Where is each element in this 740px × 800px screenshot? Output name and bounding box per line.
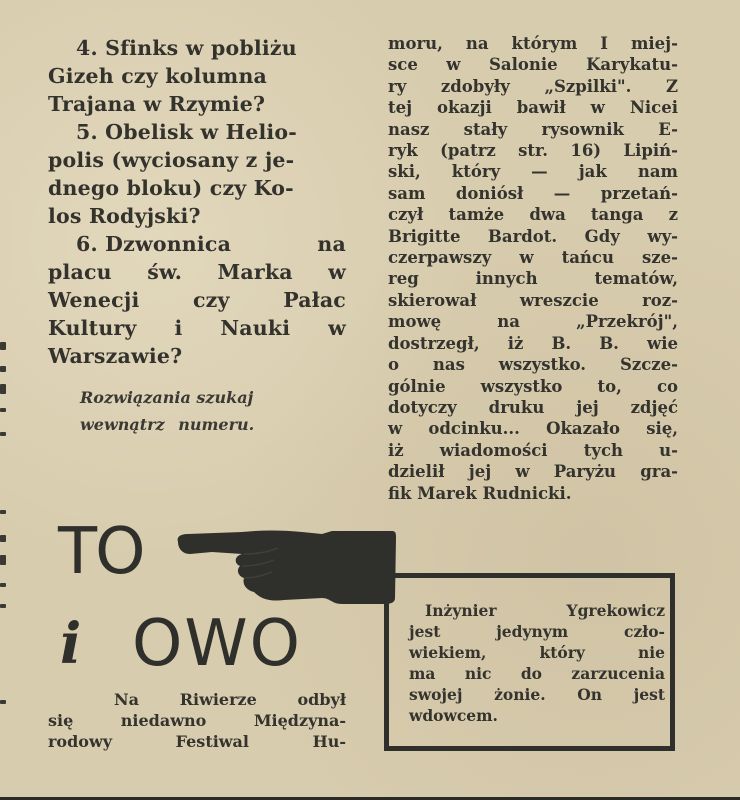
article-line: w odcinku... Okazało się, [388, 419, 678, 439]
section-heading [58, 515, 348, 681]
heading-to: TO [58, 515, 144, 589]
adjacent-column-fragment [0, 432, 6, 436]
article-line: tej okazji bawił w Nicei [388, 98, 678, 118]
article-line: iż wiadomości tych u- [388, 440, 678, 460]
joke-line: jest jedynym czło- [409, 622, 665, 641]
question-number: 5. [76, 120, 98, 144]
adjacent-column-fragment [0, 604, 6, 608]
boxed-joke [384, 573, 675, 751]
article-line: o nas wszystko. Szcze- [388, 355, 678, 375]
pointing-hand-icon [172, 526, 396, 606]
question-number: 6. [76, 232, 98, 256]
joke-line: Inżynier Ygrekowicz [425, 601, 665, 620]
article-lead: Na Riwierze odbył się niedawno Międzyna- rodowy Festiwal Hu- [48, 690, 346, 751]
article-line: mowę na „Przekrój", [388, 312, 678, 332]
joke-line: wdowcem. [409, 706, 498, 725]
adjacent-column-fragment [0, 366, 6, 372]
article-line: ski, który — jak nam [388, 162, 678, 182]
article-line: fik Marek Rudnicki. [388, 483, 572, 503]
adjacent-column-fragment [0, 342, 6, 350]
article-line: dotyczy druku jej zdjęć [388, 397, 678, 417]
heading-i: i [60, 611, 82, 677]
heading-owo: OWO [132, 607, 303, 681]
article-line: nasz stały rysownik E- [388, 119, 678, 139]
joke-line: swojej żonie. On jest [409, 685, 665, 704]
article-line: Brigitte Bardot. Gdy wy- [388, 226, 678, 246]
article-line: gólnie wszystko to, co [388, 376, 678, 396]
article-line: sam doniósł — przetań- [388, 183, 678, 203]
joke-line: ma nic do zarzucenia [409, 664, 665, 683]
article-line: czerpawszy w tańcu sze- [388, 248, 678, 268]
joke-line: wiekiem, który nie [409, 643, 665, 662]
na-word: na [317, 232, 346, 256]
article-line: moru, na którym I miej- [388, 34, 678, 53]
dzwonnica-word: Dzwonnica [105, 232, 232, 256]
adjacent-column-fragment [0, 555, 6, 565]
quiz-question-5: 5. Obelisk w Helio- polis (wyciosany z je- dnego bloku) czy Ko- los Rodyjski? [48, 120, 298, 228]
question-number: 4. [76, 36, 98, 60]
adjacent-column-fragment [0, 583, 6, 587]
article-continuation [388, 33, 678, 504]
quiz-question-6: 6. Dzwonnica na placu św. Marka w Wenecji czy Pałac Kultury i Nauki w Warszawie? [48, 232, 346, 368]
article-line: ry zdobyły „Szpilki". Z [388, 76, 678, 96]
article-line: czył tamże dwa tanga z [388, 205, 678, 225]
adjacent-column-fragment [0, 510, 6, 514]
article-line: skierował wreszcie roz- [388, 290, 678, 310]
article-line: dzielił jej w Paryżu gra- [388, 462, 678, 482]
article-line: reg innych tematów, [388, 269, 678, 289]
adjacent-column-fragment [0, 408, 6, 412]
quiz-question-4: 4. Sfinks w pobliżu Gizeh czy kolumna Trajana w Rzymie? [48, 36, 297, 116]
adjacent-column-fragment [0, 384, 6, 394]
quiz-answer-hint: Rozwiązania szukaj wewnątrz numeru. [80, 388, 255, 434]
adjacent-column-fragment [0, 535, 6, 542]
article-line: ryk (patrz str. 16) Lipiń- [388, 141, 678, 161]
adjacent-column-fragment [0, 700, 6, 704]
article-line: sce w Salonie Karykatu- [388, 55, 678, 75]
article-line: dostrzegł, iż B. B. wie [388, 333, 678, 353]
quiz-column [48, 34, 346, 438]
